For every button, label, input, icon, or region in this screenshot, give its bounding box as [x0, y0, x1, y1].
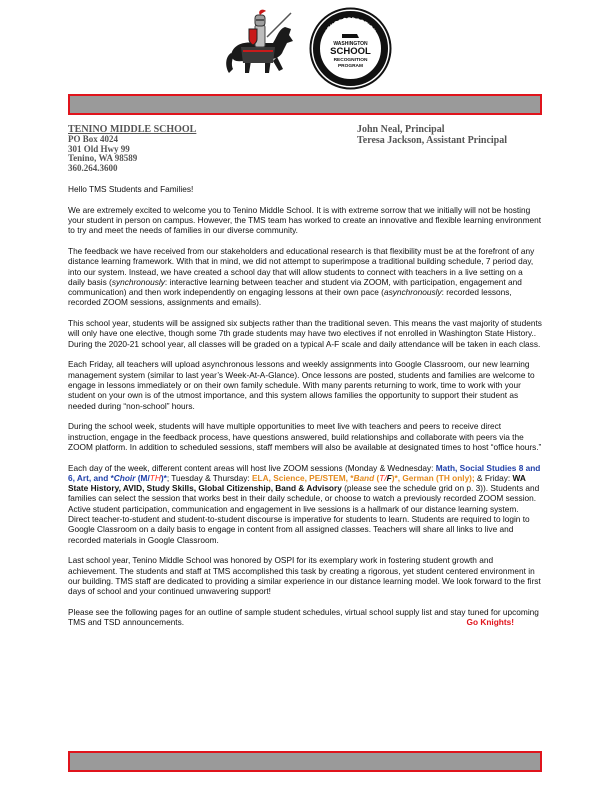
p6-tue-thu-subjects: ELA, Science, PE/STEM, * — [252, 472, 354, 483]
school-name: TENINO MIDDLE SCHOOL — [68, 124, 197, 135]
school-po-box: PO Box 4024 — [68, 134, 119, 144]
letter-paragraph-2 — [68, 246, 542, 308]
letter-paragraph-8 — [68, 607, 542, 628]
p6-band-f: F — [386, 472, 392, 483]
seal-line1: WASHINGTON — [333, 41, 368, 47]
p6-mon-wed-subjects: Math, Social Studies 8 and 6, Art, and * — [68, 462, 541, 483]
assistant-principal-name: Teresa Jackson, Assistant Principal — [357, 135, 508, 146]
school-recognition-seal — [309, 7, 392, 90]
seal-ring-text: #ENGAGEDACTION — [324, 16, 377, 35]
staff-block — [357, 124, 507, 146]
school-city: Tenino, WA 98589 — [68, 153, 138, 163]
p2-text-a: The feedback we have received from our stakeholders and educational research is that flexibility must be at the forefront of any distance learning framework. With that in mind, we did not attempt to superimpose a traditional building schedule, 7 period day, into our system. Instead, we have created a school day that will allow students to connect with teachers in a live setting on a daily basis ( — [68, 245, 535, 287]
seal-line4: PROGRAM — [337, 64, 364, 69]
footer-divider-bar — [68, 751, 542, 772]
p6-intro: Each day of the week, different content areas will host live ZOOM sessions (Monday & Wednesday: — [68, 462, 436, 473]
seal-line2: SCHOOL — [330, 46, 371, 57]
p6-band: Band — [353, 472, 375, 483]
letter-paragraph-1: We are extremely excited to welcome you to Tenino Middle School. It is with extreme sorrow that we initially will not be hosting your student in person on campus. However, the TMS team has worked to create an innovative and flexible learning environment to try and meet the needs of families in our diverse community. — [68, 204, 542, 236]
letter-paragraph-7: Last school year, Tenino Middle School was honored by OSPI for its exemplary work in fostering student growth and achievement. The students and staff at TMS accomplished this task by creating a rigorous, yet student centered environment in our building. TMS staff are dedicated to providing a similar experience in our distance learning model. We look forward to the first days of school and your continued unwavering support! — [68, 555, 541, 597]
seal-line3: RECOGNITION — [333, 58, 368, 63]
p2-synchronously: synchronously — [111, 276, 165, 287]
p6-friday-subjects: WA State History, AVID, Study Skills, Global Citizenship, Band & Advisory — [68, 472, 526, 494]
letter-paragraph-3: This school year, students will be assigned six subjects rather than the traditional seven. This means the vast majority of students will only have one elective, though some 7th grade students may have two electives if not enrolled in Washington State History.. During the 2020-21 school year, all classes will be graded on a typical A-F scale and daily attendance will be taken in each class. — [68, 318, 542, 349]
letter-paragraph-6 — [68, 463, 542, 545]
p6-choir-th: TH — [149, 472, 161, 483]
p2-asynchronously: asynchronously — [383, 287, 442, 298]
p6-band-days-close: )*, German (TH only); — [391, 472, 475, 483]
p6-choir-days-open: (M/ — [135, 472, 150, 483]
school-phone: 360.264.3600 — [68, 162, 118, 173]
letter-paragraph-4: Each Friday, all teachers will upload asynchronous lessons and weekly assignments into Google Classroom, our new learning management system (similar to last year’s Week-At-A-Glance). Once lessons are posted, students and families are welcome to engage in lessons immediately or on their own family schedule. With many parents returning to work, time to work with your student on your own is of the utmost importance, and this system allows families the opportunity to support their student as needed during “non-school” hours. — [68, 359, 535, 411]
p6-tue-thu-label: ; Tuesday & Thursday: — [166, 472, 252, 483]
letter-body — [68, 184, 542, 638]
p8-text: Please see the following pages for an outline of sample student schedules, virtual school supply list and stay tuned for upcoming TMS and TSD announcements. — [68, 606, 539, 628]
closing-go-knights: Go Knights! — [466, 617, 514, 628]
p6-band-days-open: ( — [374, 472, 380, 483]
p6-band-t: T/ — [379, 472, 387, 483]
letter-greeting: Hello TMS Students and Families! — [68, 184, 194, 194]
p6-choir-days-close: )* — [160, 472, 167, 483]
letter-paragraph-5: During the school week, students will have multiple opportunities to meet live with teachers and peers to receive direct instruction, engage in the feedback process, have questions answered, build relationships and collaborate with peers via the ZOOM platform. In addition to scheduled sessions, staff members will also be available at designated times to host “office hours.” — [68, 421, 542, 452]
p2-text-c: : recorded lessons, recorded ZOOM sessions, assignments and emails). — [68, 287, 512, 308]
p6-friday-label: & Friday: — [474, 472, 513, 483]
header-divider-bar — [68, 94, 542, 115]
p6-rest: (please see the schedule grid on p. 3)). Students and families can select the session that works best in their daily schedule, or choose to watch a previously recorded ZOOM session. Active student participation, communication and engagement in live sessions is a hallmark of our distance learning system. Direct teacher-to-student and student-to-student discourse is imperative for students to learn. Students are required to login to Google Classroom on a daily basis to engage in content from all assigned classes. Teachers will share all links to live and recorded materials in Google Classroom. — [68, 483, 540, 545]
school-street: 301 Old Hwy 99 — [68, 143, 130, 154]
principal-name: John Neal, Principal — [357, 124, 445, 135]
p6-choir: Choir — [113, 472, 136, 483]
p2-text-b: : interactive learning between teacher and student via ZOOM, with participation, engagement and communication) and then work independently on engaging lessons at their own pace ( — [68, 276, 522, 298]
knight-logo — [221, 7, 301, 87]
school-address-block — [68, 124, 196, 173]
